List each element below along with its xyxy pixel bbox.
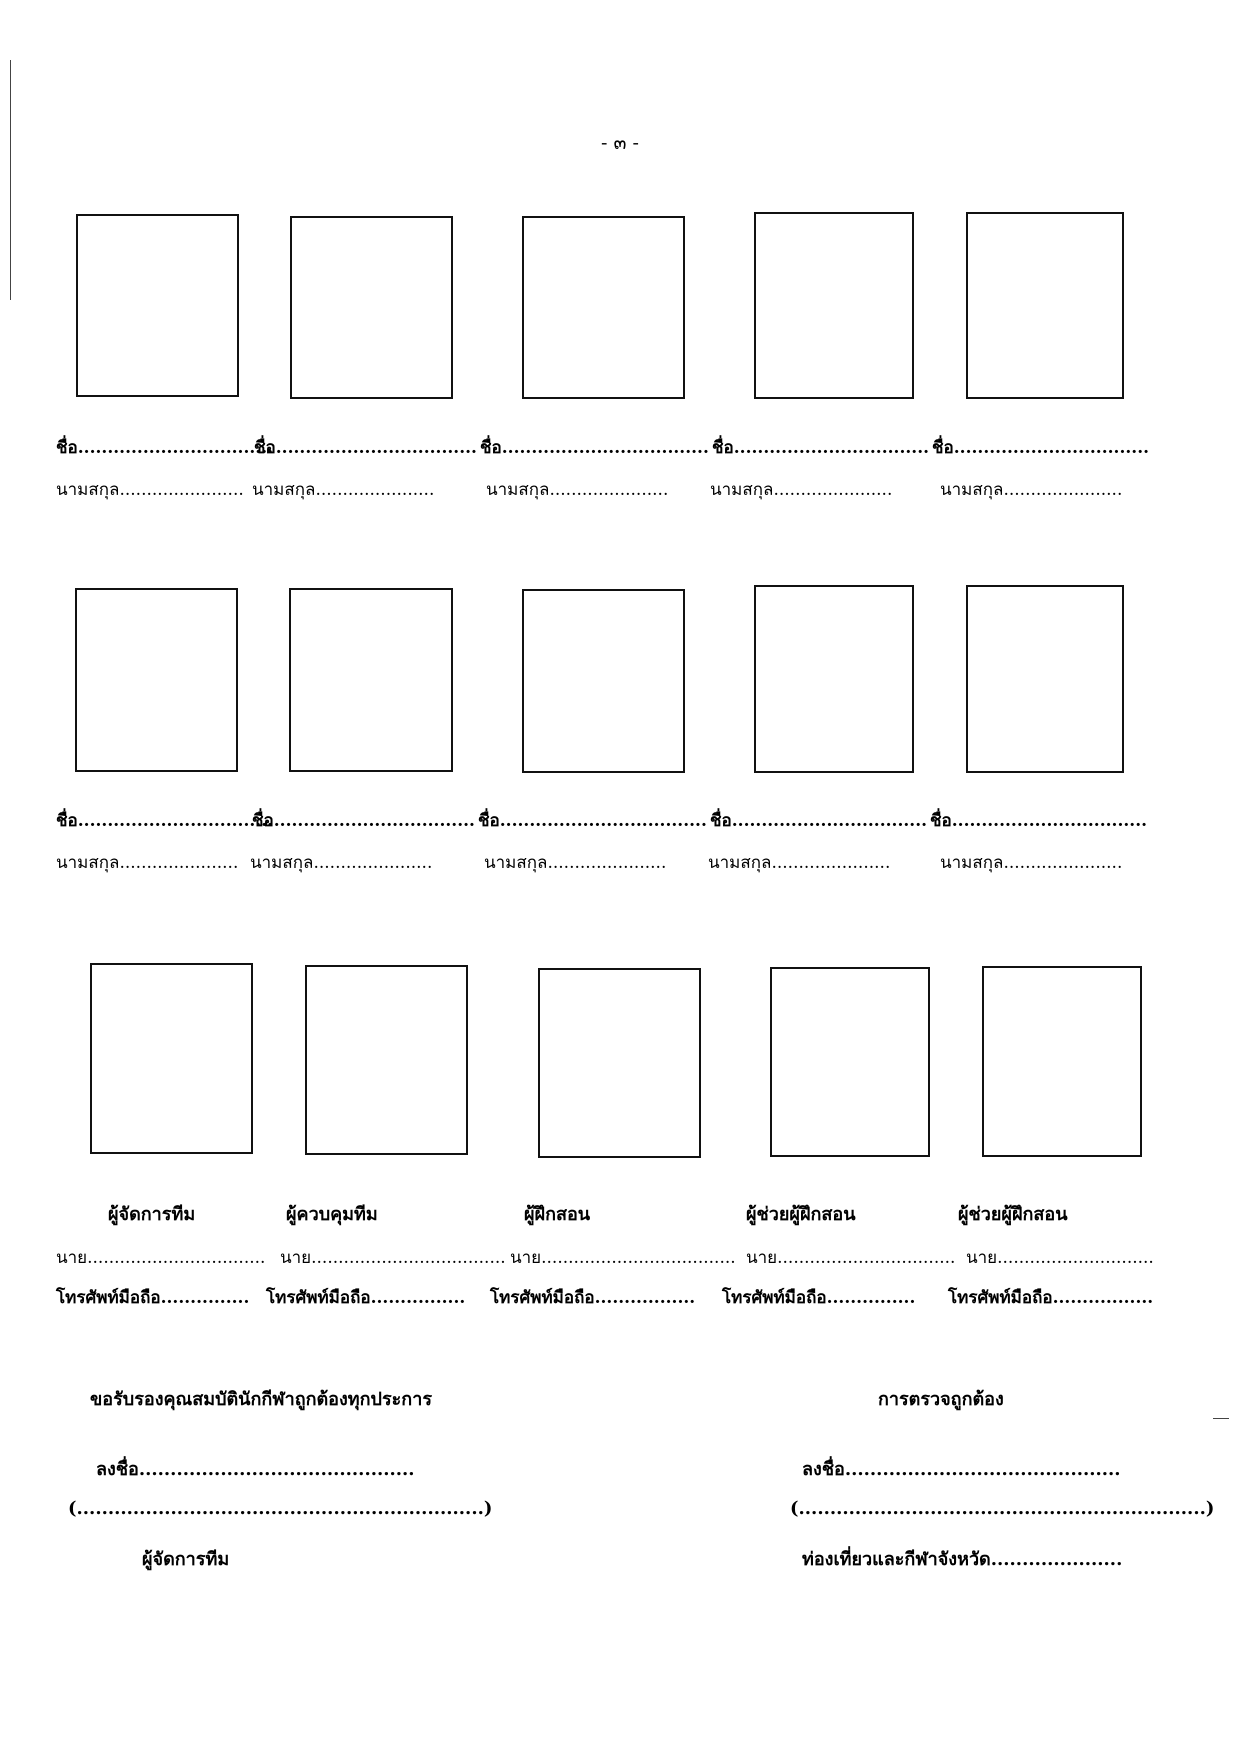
athlete-photo-box bbox=[76, 214, 239, 397]
athlete-surname-line: นามสกุล....................... bbox=[56, 480, 244, 500]
athlete-name-line: ชื่อ................................. bbox=[710, 811, 928, 831]
athlete-name-line: ชื่อ.................................. bbox=[252, 811, 475, 831]
staff-photo-box bbox=[538, 968, 701, 1158]
athlete-surname-line: นามสกุล...................... bbox=[940, 480, 1123, 500]
athlete-surname-line: นามสกุล...................... bbox=[710, 480, 893, 500]
athlete-surname-line: นามสกุล...................... bbox=[486, 480, 669, 500]
staff-role-label: ผู้ควบคุมทีม bbox=[286, 1204, 378, 1225]
staff-name-line: นาย................................. bbox=[56, 1248, 266, 1268]
athlete-photo-box bbox=[754, 212, 914, 399]
staff-role-label: ผู้ช่วยผู้ฝึกสอน bbox=[958, 1204, 1068, 1225]
staff-role-label: ผู้ช่วยผู้ฝึกสอน bbox=[746, 1204, 856, 1225]
staff-phone-line: โทรศัพท์มือถือ................. bbox=[948, 1288, 1154, 1308]
athlete-name-line: ชื่อ................................... bbox=[478, 811, 707, 831]
signer-title: ผู้จัดการทีม bbox=[142, 1549, 230, 1570]
athlete-surname-line: นามสกุล...................... bbox=[252, 480, 435, 500]
staff-phone-line: โทรศัพท์มือถือ................ bbox=[266, 1288, 466, 1308]
athlete-photo-box bbox=[522, 589, 685, 773]
staff-name-line: นาย.................................... bbox=[510, 1248, 736, 1268]
staff-name-line: นาย.................................... bbox=[280, 1248, 506, 1268]
athlete-photo-box bbox=[754, 585, 914, 773]
athlete-photo-box bbox=[966, 585, 1124, 773]
athlete-surname-line: นามสกุล...................... bbox=[484, 853, 667, 873]
signature-line: ลงชื่อ............................................ bbox=[96, 1459, 415, 1480]
athlete-name-line: ชื่อ................................. bbox=[56, 811, 274, 831]
athlete-photo-box bbox=[522, 216, 685, 399]
athlete-photo-box bbox=[290, 216, 453, 399]
staff-phone-line: โทรศัพท์มือถือ............... bbox=[56, 1288, 250, 1308]
staff-name-line: นาย................................. bbox=[746, 1248, 956, 1268]
athlete-photo-box bbox=[289, 588, 453, 772]
athlete-surname-line: นามสกุล...................... bbox=[708, 853, 891, 873]
athlete-name-line: ชื่อ................................. bbox=[930, 811, 1148, 831]
scan-edge-mark bbox=[1213, 1418, 1229, 1419]
athlete-name-line: ชื่อ................................... bbox=[480, 438, 709, 458]
athlete-surname-line: นามสกุล...................... bbox=[940, 853, 1123, 873]
certification-statement: ขอรับรองคุณสมบัตินักกีฬาถูกต้องทุกประการ bbox=[90, 1389, 432, 1410]
athlete-name-line: ชื่อ................................. bbox=[932, 438, 1150, 458]
staff-photo-box bbox=[770, 967, 930, 1157]
staff-phone-line: โทรศัพท์มือถือ................. bbox=[490, 1288, 696, 1308]
staff-photo-box bbox=[982, 966, 1142, 1157]
staff-role-label: ผู้จัดการทีม bbox=[108, 1204, 196, 1225]
staff-photo-box bbox=[90, 963, 253, 1154]
athlete-photo-box bbox=[75, 588, 238, 772]
athlete-name-line: ชื่อ.................................. bbox=[254, 438, 477, 458]
page-number: - ๓ - bbox=[601, 132, 639, 154]
signature-name-parentheses: (.................................................................) bbox=[68, 1498, 493, 1519]
staff-phone-line: โทรศัพท์มือถือ............... bbox=[722, 1288, 916, 1308]
scan-edge-line bbox=[10, 60, 11, 300]
athlete-photo-box bbox=[966, 212, 1124, 399]
signature-line: ลงชื่อ............................................ bbox=[802, 1459, 1121, 1480]
verification-statement: การตรวจถูกต้อง bbox=[878, 1389, 1004, 1410]
athlete-surname-line: นามสกุล...................... bbox=[250, 853, 433, 873]
signer-title: ท่องเที่ยวและกีฬาจังหวัด..................... bbox=[802, 1549, 1123, 1570]
staff-photo-box bbox=[305, 965, 468, 1155]
staff-role-label: ผู้ฝึกสอน bbox=[524, 1204, 591, 1225]
signature-name-parentheses: (.................................................................) bbox=[790, 1498, 1215, 1519]
athlete-name-line: ชื่อ................................. bbox=[712, 438, 930, 458]
athlete-name-line: ชื่อ................................. bbox=[56, 438, 274, 458]
staff-name-line: นาย............................. bbox=[966, 1248, 1154, 1268]
athlete-surname-line: นามสกุล...................... bbox=[56, 853, 239, 873]
